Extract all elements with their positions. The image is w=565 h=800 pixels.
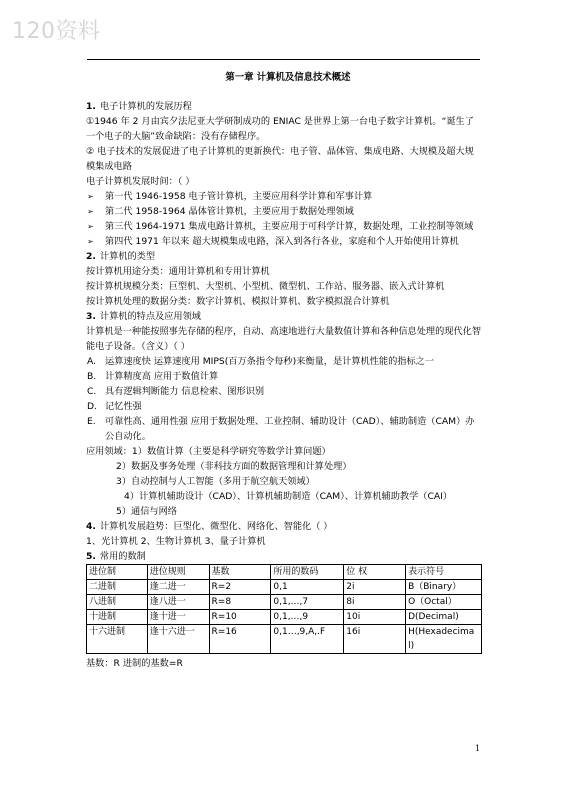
table-cell: 8i xyxy=(344,595,406,610)
section-5-title: 常用的数制 xyxy=(99,551,146,562)
header-rule xyxy=(87,59,480,60)
table-header-cell: 表示符号 xyxy=(406,565,482,580)
table-cell: R=16 xyxy=(209,625,271,654)
section-4-heading xyxy=(86,519,482,534)
list-item-text: 第二代 1958-1964 晶体管计算机，主要应用于数据处理领域 xyxy=(105,206,354,217)
table-cell: O（Octal） xyxy=(406,595,482,610)
table-cell: 逢十进一 xyxy=(147,610,209,625)
table-cell: 十进制 xyxy=(87,610,148,625)
option-item xyxy=(86,354,482,369)
table-cell: 八进制 xyxy=(87,595,148,610)
section-3-title: 计算机的特点及应用领域 xyxy=(99,311,201,322)
table-row xyxy=(87,625,482,654)
table-cell: 二进制 xyxy=(87,580,148,595)
section-3-intro: 计算机是一种能按照事先存储的程序，自动、高速地进行大量数值计算和各种信息处理的现代化智能电子设备。（含义）（ ） xyxy=(86,326,482,352)
section-5-number: 5. xyxy=(86,551,96,562)
application-field-item: 3）自动控制与人工智能（多用于航空航天领域） xyxy=(116,476,315,487)
list-item-text: 第一代 1946-1958 电子管计算机，主要应用科学计算和军事计算 xyxy=(105,191,373,202)
section-4-title: 计算机发展趋势：巨型化、微型化、网络化、智能化（ ） xyxy=(99,521,333,532)
section-2-line: 按计算机处理的数据分类：数字计算机、模拟计算机、数字模拟混合计算机 xyxy=(86,296,390,307)
option-letter: C. xyxy=(87,386,97,397)
table-cell: 逢八进一 xyxy=(147,595,209,610)
section-1-para-1: ①1946 年 2 月由宾夕法尼亚大学研制成功的 ENIAC 是世界上第一台电子数字计算机。“诞生了一个电子的大脑”致命缺陷：没有存储程序。 xyxy=(86,116,474,142)
list-item-text: 第三代 1964-1971 集成电路计算机，主要应用于可科学计算，数据处理，工业控制等领域 xyxy=(105,221,474,232)
table-header-cell: 进位制 xyxy=(87,565,148,580)
option-text: 计算精度高 应用于数值计算 xyxy=(105,371,219,382)
option-letter: B. xyxy=(87,371,97,382)
section-2-line: 按计算机规模分类：巨型机、大型机、小型机、微型机、工作站、服务器、嵌入式计算机 xyxy=(86,281,445,292)
arrow-bullet-icon: ➢ xyxy=(87,192,94,201)
table-header-cell: 进位规则 xyxy=(147,565,209,580)
application-field-item: 2）数据及事务处理（非科技方面的数据管理和计算处理） xyxy=(116,461,352,472)
section-2-number: 2. xyxy=(86,251,96,262)
option-letter: D. xyxy=(87,401,97,412)
section-2-title: 计算机的类型 xyxy=(99,251,156,262)
list-item xyxy=(86,204,482,219)
table-header-row xyxy=(87,565,482,580)
table-row xyxy=(87,610,482,625)
section-2-line: 按计算机用途分类：通用计算机和专用计算机 xyxy=(86,266,270,277)
arrow-bullet-icon: ➢ xyxy=(87,237,94,246)
table-cell: 十六进制 xyxy=(87,625,148,654)
application-field-item: 5）通信与网络 xyxy=(116,506,177,517)
application-fields-title: 应用领域：1）数值计算（主要是科学研究等数学计算问题） xyxy=(86,446,331,457)
table-cell: 0,1,…,7 xyxy=(271,595,344,610)
section-1-title: 电子计算机的发展历程 xyxy=(99,101,192,112)
document-body xyxy=(86,70,482,671)
arrow-bullet-icon: ➢ xyxy=(87,207,94,216)
list-item xyxy=(86,234,482,249)
option-item xyxy=(86,369,482,384)
list-item xyxy=(86,219,482,234)
table-header-cell: 基数 xyxy=(209,565,271,580)
table-cell: 逢十六进一 xyxy=(147,625,209,654)
section-5-heading xyxy=(86,549,482,564)
page-number: 1 xyxy=(475,744,481,753)
section-1-para-3: 电子计算机发展时间：（ ） xyxy=(86,176,195,187)
table-cell: H(Hexadecimal) xyxy=(406,625,482,654)
section-3-number: 3. xyxy=(86,311,96,322)
table-cell: 0,1 xyxy=(271,580,344,595)
application-field-item: 4）计算机辅助设计（CAD）、计算机辅助制造（CAM）、计算机辅助教学（CAI） xyxy=(124,491,453,502)
table-cell: R=2 xyxy=(209,580,271,595)
option-text: 具有逻辑判断能力 信息检索、图形识别 xyxy=(105,386,265,397)
table-cell: 0,1,…,9 xyxy=(271,610,344,625)
list-item-text: 第四代 1971 年以来 超大规模集成电路，深入到各行各业，家庭和个人开始使用计算机 xyxy=(105,236,459,247)
option-letter: E. xyxy=(87,416,96,427)
table-cell: B（Binary） xyxy=(406,580,482,595)
table-cell: 逢二进一 xyxy=(147,580,209,595)
section-2-heading xyxy=(86,249,482,264)
table-cell: R=10 xyxy=(209,610,271,625)
section-1-number: 1. xyxy=(86,101,96,112)
section-1-heading xyxy=(86,99,482,114)
watermark: 120资料 xyxy=(12,19,101,44)
table-cell: R=8 xyxy=(209,595,271,610)
radix-footer-note: 基数：R 进制的基数=R xyxy=(86,658,183,669)
option-item xyxy=(86,414,482,444)
table-row xyxy=(87,580,482,595)
table-cell: 0,1…,9,A,.F xyxy=(271,625,344,654)
option-text: 记忆性强 xyxy=(105,401,142,412)
table-cell: 10i xyxy=(344,610,406,625)
arrow-bullet-icon: ➢ xyxy=(87,222,94,231)
option-item xyxy=(86,384,482,399)
table-cell: 16i xyxy=(344,625,406,654)
list-item xyxy=(86,189,482,204)
option-letter: A. xyxy=(87,356,97,367)
section-4-line: 1、光计算机 2、生物计算机 3、量子计算机 xyxy=(86,536,266,547)
option-text: 可靠性高、通用性强 应用于数据处理、工业控制、辅助设计（CAD）、辅助制造（CAM）办公自动化。 xyxy=(105,416,475,442)
number-system-table xyxy=(86,564,482,654)
option-text: 运算速度快 运算速度用 MIPS(百万条指令每秒)来衡量，是计算机性能的指标之一 xyxy=(105,356,435,367)
table-row xyxy=(87,595,482,610)
table-cell: 2i xyxy=(344,580,406,595)
section-4-number: 4. xyxy=(86,521,96,532)
table-header-cell: 所用的数码 xyxy=(271,565,344,580)
option-item xyxy=(86,399,482,414)
table-header-cell: 位 权 xyxy=(344,565,406,580)
section-3-heading xyxy=(86,309,482,324)
table-cell: D(Decimal) xyxy=(406,610,482,625)
chapter-title: 第一章 计算机及信息技术概述 xyxy=(225,72,351,83)
section-1-para-2: ② 电子技术的发展促进了电子计算机的更新换代：电子管、晶体管、集成电路、大规模及超大规模集成电路 xyxy=(86,146,474,172)
